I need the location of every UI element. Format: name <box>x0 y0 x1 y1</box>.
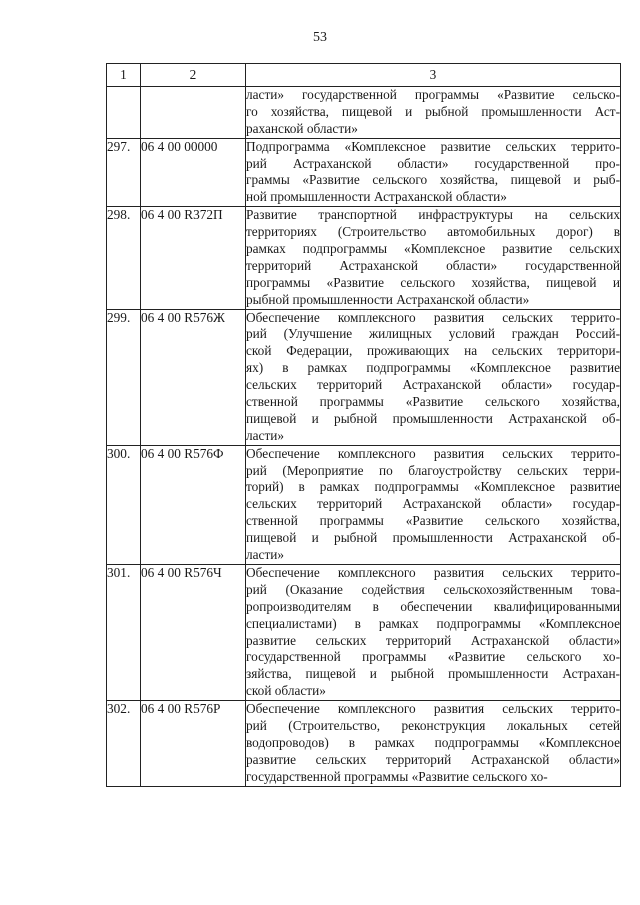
description-line: граммы «Развитие сельского хозяйства, пищевой и рыб- <box>246 172 620 188</box>
description-line: ласти» государственной программы «Развитие сельско- <box>246 87 620 102</box>
budget-classification-table <box>106 63 621 787</box>
description-line: территориях (Строительство автомобильных дорог) в <box>246 224 620 240</box>
table-header-row <box>107 64 621 87</box>
description-line: рий (Улучшение жилищных условий граждан Россий- <box>246 326 620 342</box>
description-line: го хозяйства, пищевой и рыбной промышленности Аст- <box>246 103 620 119</box>
description-line: ласти» <box>246 547 285 563</box>
description-line: рий Астраханской области» государственной про- <box>246 155 620 171</box>
description-line: Обеспечение комплексного развития сельских террито- <box>246 564 620 580</box>
description <box>246 309 621 445</box>
table-row <box>107 207 621 309</box>
description <box>246 138 621 207</box>
description-line: территорий Астраханской области» государственной <box>246 257 620 273</box>
description-line: Обеспечение комплексного развития сельских террито- <box>246 309 620 325</box>
description-line: пищевой и рыбной промышленности Астраханской об- <box>246 530 620 546</box>
description-line: Обеспечение комплексного развития сельских террито- <box>246 445 620 461</box>
description-line: Обеспечение комплексного развития сельских террито- <box>246 701 620 717</box>
row-number: 301. <box>107 564 141 700</box>
row-number: 297. <box>107 138 141 207</box>
header-cell-1: 1 <box>107 64 141 87</box>
description-line: рыбной промышленности Астраханской области» <box>246 291 530 307</box>
header-cell-3: 3 <box>246 64 621 87</box>
description-line: водопроводов) в рамках подпрограммы «Комплексное <box>246 734 620 750</box>
description-line: ской Федерации, проживающих на сельских территори- <box>246 343 620 359</box>
description-line: зяйства, пищевой и рыбной промышленности Астрахан- <box>246 666 620 682</box>
row-number <box>107 87 141 139</box>
description-line: специалистами) в рамках подпрограммы «Комплексное <box>246 615 620 631</box>
description-line: торий) в рамках подпрограммы «Комплексное развитие <box>246 479 620 495</box>
budget-code: 06 4 00 R372П <box>141 207 246 309</box>
table-row <box>107 138 621 207</box>
page-number: 53 <box>313 30 327 45</box>
budget-code <box>141 87 246 139</box>
table-row <box>107 87 621 139</box>
description-line: Развитие транспортной инфраструктуры на сельских <box>246 207 620 223</box>
description-line: ласти» <box>246 427 285 443</box>
description-line: рий (Оказание содействия сельскохозяйственным това- <box>246 581 620 597</box>
description-line: пищевой и рыбной промышленности Астраханской об- <box>246 410 620 426</box>
description-line: ной промышленности Астраханской области» <box>246 189 507 205</box>
description-line: Подпрограмма «Комплексное развитие сельских террито- <box>246 138 620 154</box>
description-line: программы «Развитие сельского хозяйства, пищевой и <box>246 274 620 290</box>
row-number: 302. <box>107 701 141 786</box>
budget-code: 06 4 00 R576Р <box>141 701 246 786</box>
description-line: ственной программы «Развитие сельского хозяйства, <box>246 513 620 529</box>
description <box>246 207 621 309</box>
row-number: 299. <box>107 309 141 445</box>
description-line: ственной программы «Развитие сельского хозяйства, <box>246 394 620 410</box>
budget-code: 06 4 00 00000 <box>141 138 246 207</box>
table-row <box>107 701 621 786</box>
description-line: рамках подпрограммы «Комплексное развитие сельских <box>246 241 620 257</box>
description-line: развитие сельских территорий Астраханской области» <box>246 632 620 648</box>
budget-code: 06 4 00 R576Ч <box>141 564 246 700</box>
description-line: государственной программы «Развитие сельского хо- <box>246 768 548 784</box>
description <box>246 87 621 139</box>
description-line: ях) в рамках подпрограммы «Комплексное развитие <box>246 360 620 376</box>
row-number: 298. <box>107 207 141 309</box>
budget-code: 06 4 00 R576Ф <box>141 445 246 564</box>
description <box>246 445 621 564</box>
description-line: рий (Мероприятие по благоустройству сельских терри- <box>246 462 620 478</box>
description-line: ропроизводителям в обеспечении квалифицированными <box>246 598 620 614</box>
description-line: раханской области» <box>246 120 358 136</box>
description-line: ской области» <box>246 683 326 699</box>
description-line: сельских территорий Астраханской области» государ- <box>246 496 620 512</box>
table-row <box>107 564 621 700</box>
header-cell-2: 2 <box>141 64 246 87</box>
row-number: 300. <box>107 445 141 564</box>
description-line: государственной программы «Развитие сельского хо- <box>246 649 620 665</box>
table-row <box>107 445 621 564</box>
table-row <box>107 309 621 445</box>
description <box>246 564 621 700</box>
description <box>246 701 621 786</box>
description-line: сельских территорий Астраханской области» государ- <box>246 377 620 393</box>
description-line: рий (Строительство, реконструкция локальных сетей <box>246 717 620 733</box>
description-line: развитие сельских территорий Астраханской области» <box>246 751 620 767</box>
budget-code: 06 4 00 R576Ж <box>141 309 246 445</box>
